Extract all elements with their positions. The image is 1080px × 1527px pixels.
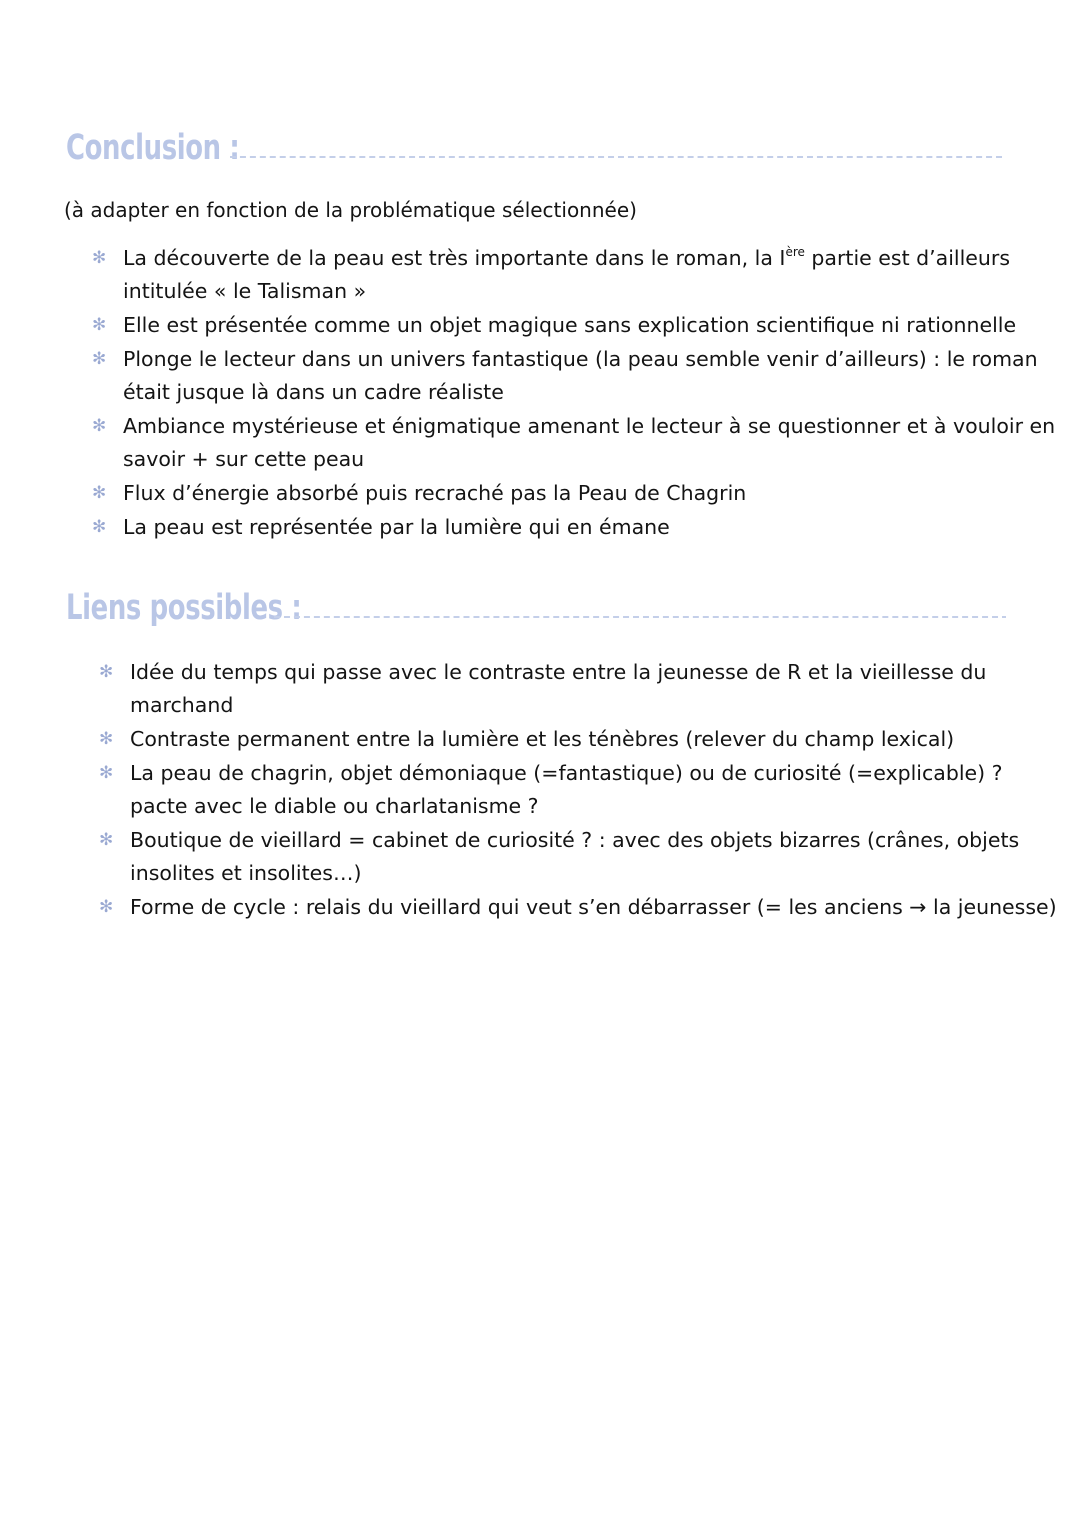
liens-heading-text: Liens possibles : [66,588,302,628]
asterisk-bullet-icon: ✻ [92,349,107,369]
conclusion-list [92,242,1056,545]
list-item: ✻ Forme de cycle : relais du vieillard qui veut s’en débarrasser (= les anciens → la jeunesse) [130,891,1057,924]
list-item: ✻ Boutique de vieillard = cabinet de curiosité ? : avec des objets bizarres (crânes, objets insolites et insolites…) [130,824,1057,890]
liens-list [99,656,1057,925]
list-item: ✻ Ambiance mystérieuse et énigmatique amenant le lecteur à se questionner et à vouloir en savoir + sur cette peau [123,410,1055,476]
list-item: ✻ Elle est présentée comme un objet magique sans explication scientifique ni rationnelle [123,309,1055,342]
list-item: ✻ Flux d’énergie absorbé puis recraché pas la Peau de Chagrin [123,477,1055,510]
asterisk-bullet-icon: ✻ [92,315,107,335]
list-item: ✻ Plonge le lecteur dans un univers fantastique (la peau semble venir d’ailleurs) : le roman était jusque là dans un cadre réaliste [123,343,1055,409]
asterisk-bullet-icon: ✻ [92,248,107,268]
heading-dashed-rule [230,156,1002,158]
heading-dashed-rule [274,616,1006,618]
asterisk-bullet-icon: ✻ [99,897,114,917]
list-item: ✻ Contraste permanent entre la lumière et les ténèbres (relever du champ lexical) [130,723,1057,756]
asterisk-bullet-icon: ✻ [92,483,107,503]
list-item: ✻ Idée du temps qui passe avec le contraste entre la jeunesse de R et la vieillesse du marchand [130,656,1057,722]
list-item: ✻ La peau est représentée par la lumière qui en émane [123,511,1055,544]
asterisk-bullet-icon: ✻ [92,517,107,537]
asterisk-bullet-icon: ✻ [92,416,107,436]
conclusion-heading [66,128,1006,176]
asterisk-bullet-icon: ✻ [99,830,114,850]
conclusion-note: (à adapter en fonction de la problématique sélectionnée) [64,198,637,222]
list-item: ✻ La découverte de la peau est très importante dans le roman, la Ière partie est d’ailleurs intitulée « le Talisman » [123,242,1055,308]
asterisk-bullet-icon: ✻ [99,662,114,682]
asterisk-bullet-icon: ✻ [99,763,114,783]
conclusion-heading-text: Conclusion : [66,128,240,168]
list-item: ✻ La peau de chagrin, objet démoniaque (=fantastique) ou de curiosité (=explicable) ? pacte avec le diable ou charlatanisme ? [130,757,1057,823]
liens-heading [66,588,1006,636]
asterisk-bullet-icon: ✻ [99,729,114,749]
